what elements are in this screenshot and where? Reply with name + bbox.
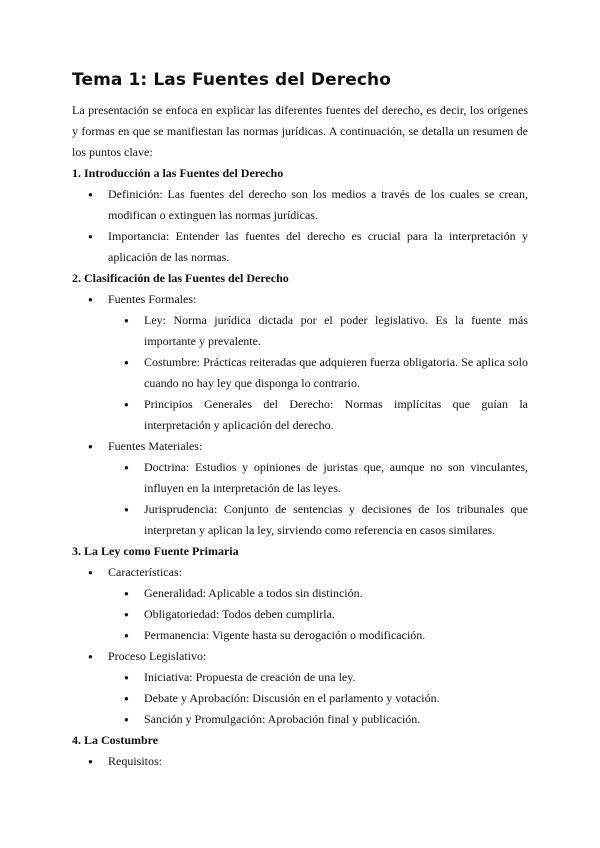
section-2-list xyxy=(108,289,528,541)
section-heading-1: 1. Introducción a las Fuentes del Derecho xyxy=(72,166,284,180)
proceso-legislativo-list xyxy=(144,667,528,730)
section-4-list xyxy=(108,751,528,772)
list-item-label: Fuentes Materiales: xyxy=(108,439,203,453)
list-item: ● Iniciativa: Propuesta de creación de una ley. xyxy=(144,667,528,688)
list-item: ● Debate y Aprobación: Discusión en el parlamento y votación. xyxy=(144,688,528,709)
list-item: ● Generalidad: Aplicable a todos sin distinción. xyxy=(144,583,528,604)
list-item-requisitos: ● Requisitos: xyxy=(108,751,528,772)
intro-paragraph: La presentación se enfoca en explicar las diferentes fuentes del derecho, es decir, los orígenes y formas en que se manifiestan las normas jurídicas. A continuación, se detalla un resumen de los puntos clave: xyxy=(72,103,528,159)
list-item-fuentes-materiales xyxy=(108,436,528,541)
list-item: ● Doctrina: Estudios y opiniones de juristas que, aunque no son vinculantes, influyen en la interpretación de las leyes. xyxy=(144,457,528,499)
list-item: ● Costumbre: Prácticas reiteradas que adquieren fuerza obligatoria. Se aplica solo cuando no hay ley que disponga lo contrario. xyxy=(144,352,528,394)
section-heading-2: 2. Clasificación de las Fuentes del Derecho xyxy=(72,271,289,285)
list-item: ● Jurisprudencia: Conjunto de sentencias y decisiones de los tribunales que interpretan y aplican la ley, sirviendo como referencia en casos similares. xyxy=(144,499,528,541)
caracteristicas-list xyxy=(144,583,528,646)
list-item: ● Principios Generales del Derecho: Normas implícitas que guían la interpretación y aplicación del derecho. xyxy=(144,394,528,436)
list-item-label: Características: xyxy=(108,565,182,579)
fuentes-materiales-list xyxy=(144,457,528,541)
fuentes-formales-list xyxy=(144,310,528,436)
section-heading-3: 3. La Ley como Fuente Primaria xyxy=(72,544,239,558)
section-heading-4: 4. La Costumbre xyxy=(72,733,159,747)
list-item-proceso-legislativo xyxy=(108,646,528,730)
list-item: ● Sanción y Promulgación: Aprobación final y publicación. xyxy=(144,709,528,730)
list-item: ● Importancia: Entender las fuentes del derecho es crucial para la interpretación y aplicación de las normas. xyxy=(108,226,528,268)
list-item-label: Fuentes Formales: xyxy=(108,292,197,306)
list-item: ● Permanencia: Vigente hasta su derogación o modificación. xyxy=(144,625,528,646)
list-item-label: Proceso Legislativo: xyxy=(108,649,207,663)
section-3-list xyxy=(108,562,528,730)
list-item: ● Definición: Las fuentes del derecho son los medios a través de los cuales se crean, modifican o extinguen las normas jurídicas. xyxy=(108,184,528,226)
list-item-caracteristicas xyxy=(108,562,528,646)
section-1-list xyxy=(108,184,528,268)
list-item: ● Obligatoriedad: Todos deben cumplirla. xyxy=(144,604,528,625)
list-item-fuentes-formales xyxy=(108,289,528,436)
document-title: Tema 1: Las Fuentes del Derecho xyxy=(72,70,392,90)
list-item: ● Ley: Norma jurídica dictada por el poder legislativo. Es la fuente más importante y prevalente. xyxy=(144,310,528,352)
